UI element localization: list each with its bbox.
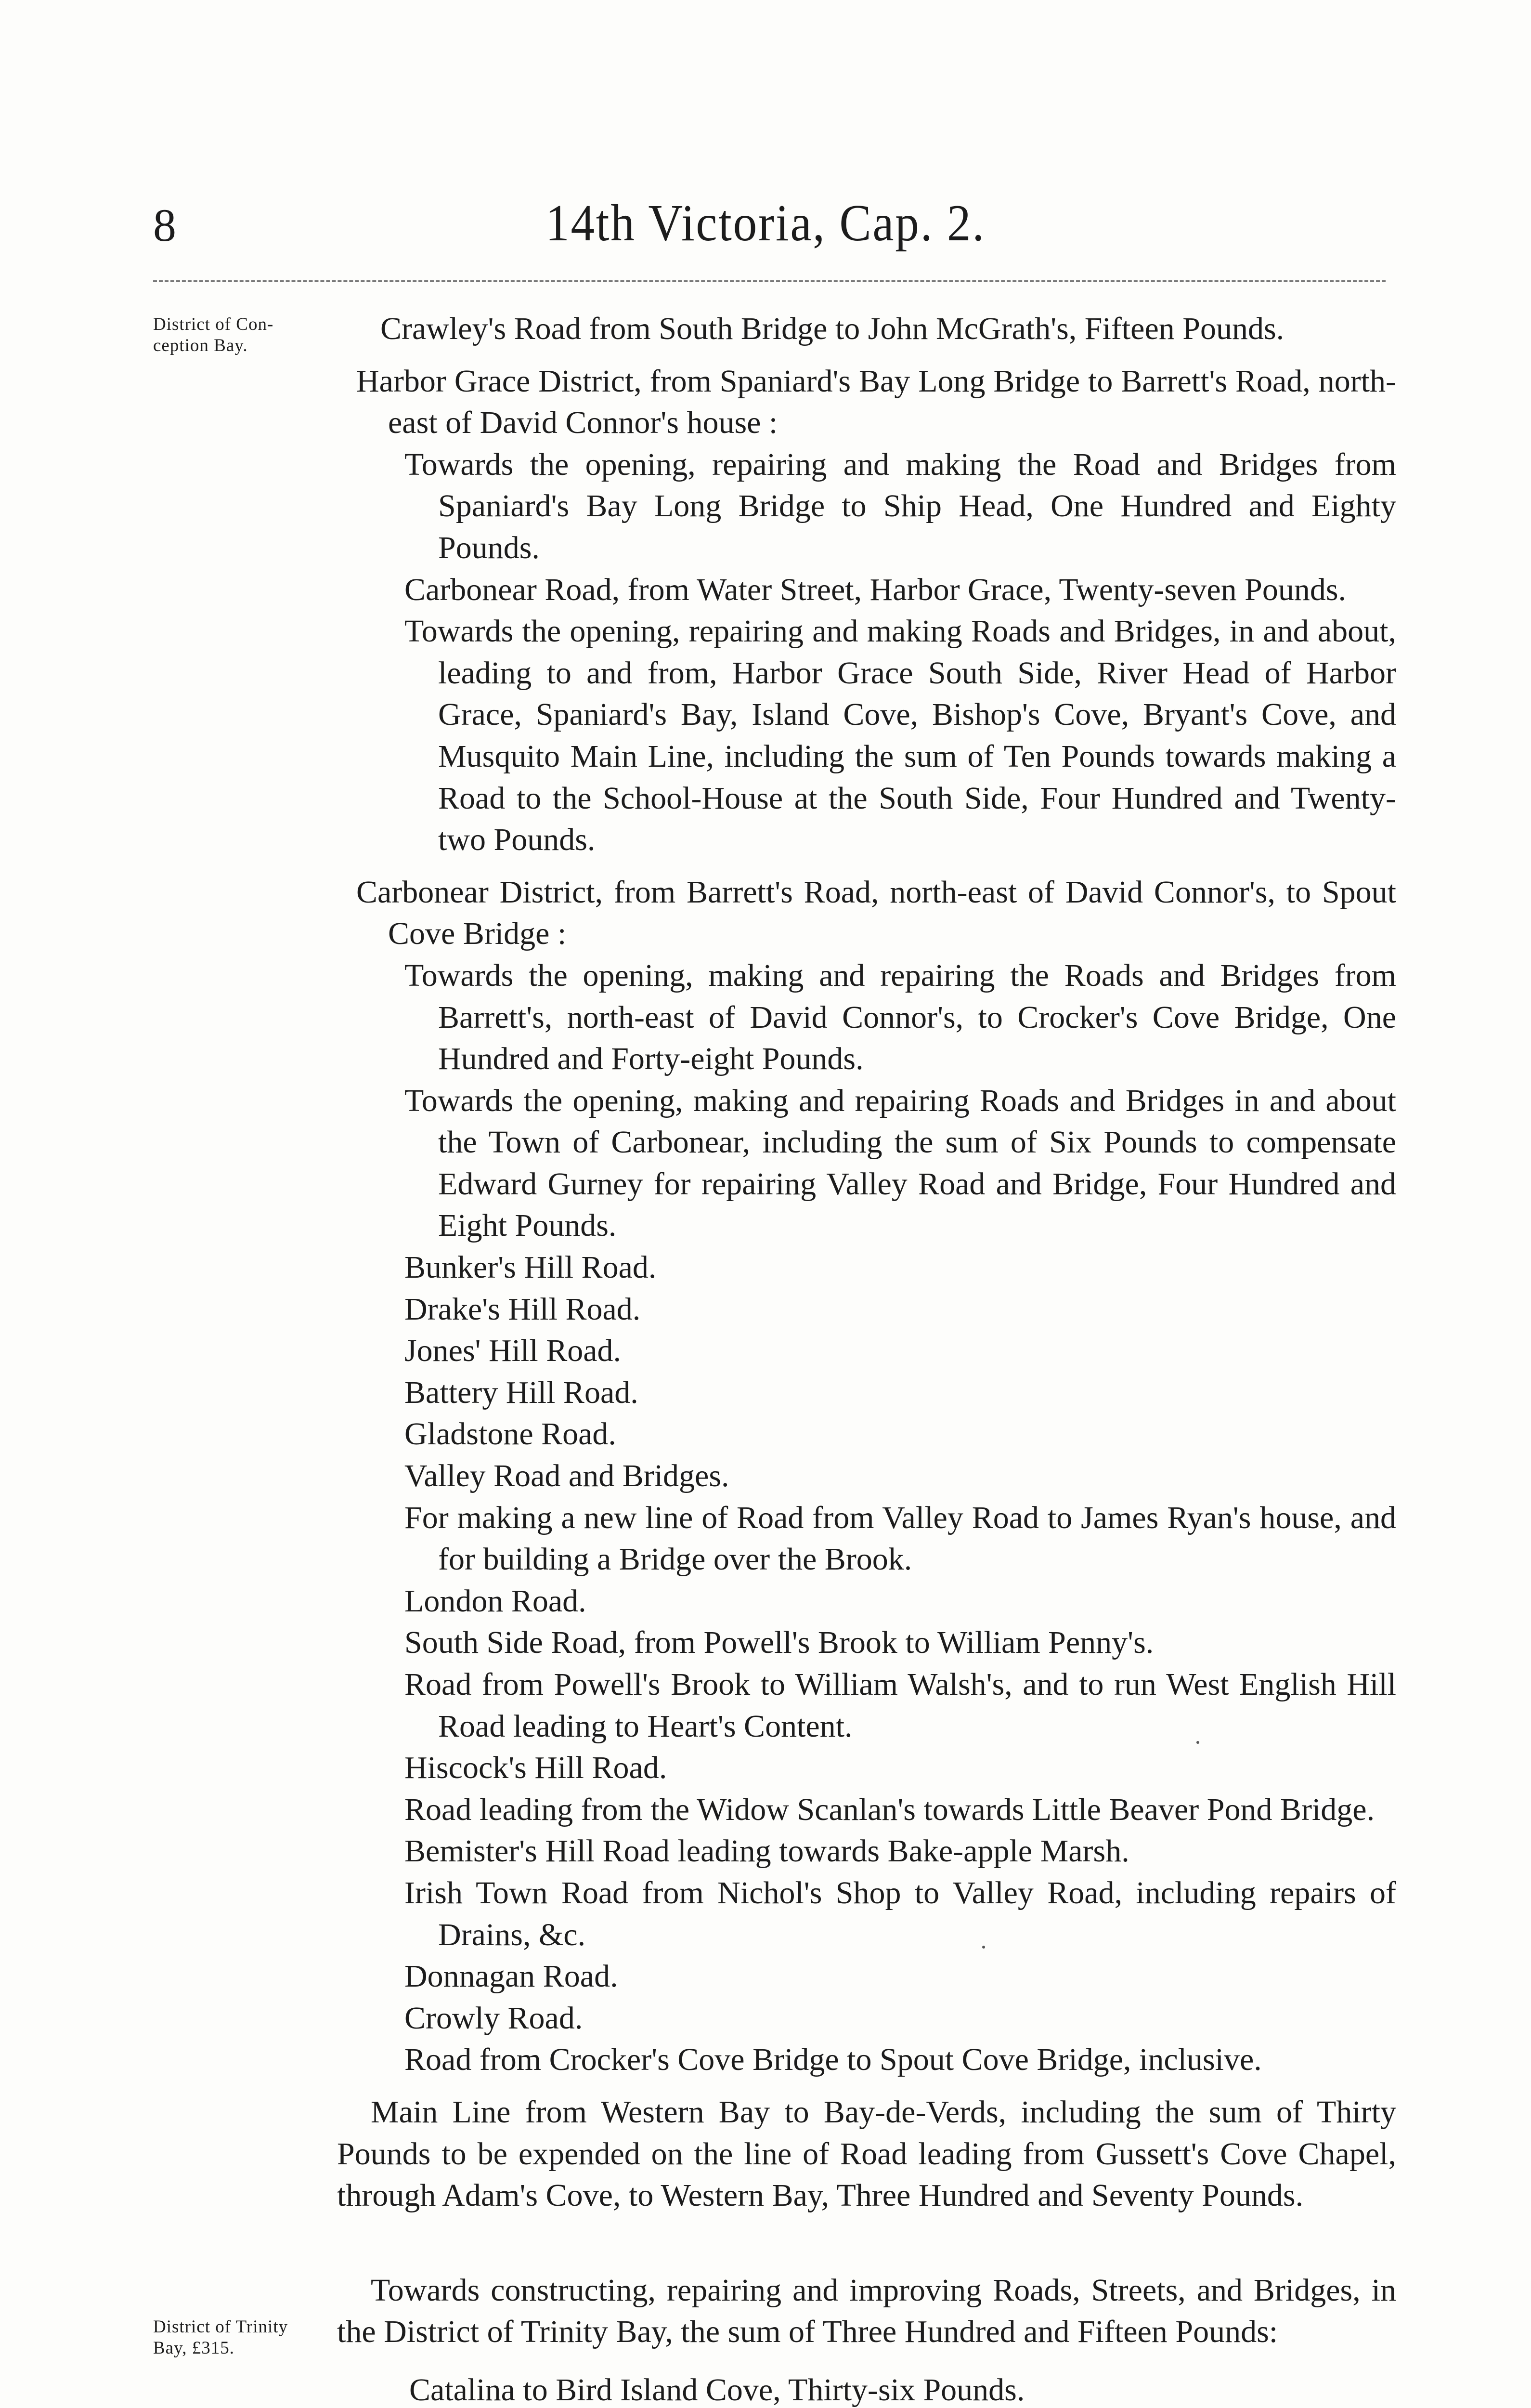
list-item: Road leading from the Widow Scanlan's towards Little Beaver Pond Bridge. xyxy=(404,1792,1375,1827)
margin-note-conception-bay: District of Con-ception Bay. xyxy=(153,314,274,355)
list-item: Valley Road and Bridges. xyxy=(404,1458,729,1494)
list-item: Battery Hill Road. xyxy=(404,1374,638,1410)
entry-carbonear-district: Carbonear District, from Barrett's Road, north-east of David Connor's, to Spout Cove Bridge : xyxy=(356,874,1396,952)
entry-main-line-western-bay: Main Line from Western Bay to Bay-de-Verds, including the sum of Thirty Pounds to be expended on the line of Road leading from Gussett's Cove Chapel, through Adam's Cove, to Western Bay, Three Hundred and Seventy Pounds. xyxy=(337,2094,1396,2213)
list-item: Bemister's Hill Road leading towards Bake-apple Marsh. xyxy=(404,1833,1129,1869)
header-rule xyxy=(153,280,1386,282)
page-number: 8 xyxy=(153,199,176,251)
entry-crawleys-road: Crawley's Road from South Bridge to John McGrath's, Fifteen Pounds. xyxy=(380,311,1284,346)
list-item: Drake's Hill Road. xyxy=(404,1291,641,1327)
running-head: 14th Victoria, Cap. 2. xyxy=(545,195,986,252)
list-item: Jones' Hill Road. xyxy=(404,1333,622,1369)
body-text xyxy=(337,308,1396,2408)
margin-note-trinity-bay: District of Trinity Bay, £315. xyxy=(153,2317,288,2358)
stray-mark xyxy=(982,1946,985,1949)
list-item: Donnagan Road. xyxy=(404,1959,618,1994)
entry-town-of-carbonear: Towards the opening, making and repairing Roads and Bridges in and about the Town of Carbonear, including the sum of Six Pounds to compensate Edward Gurney for repairing Valley Road and Bridge, Four Hundred and Eight Pounds. xyxy=(404,1083,1396,1243)
list-item: Hiscock's Hill Road. xyxy=(404,1750,667,1786)
list-item: South Side Road, from Powell's Brook to William Penny's. xyxy=(404,1625,1154,1661)
stray-mark xyxy=(1196,1741,1199,1744)
entry-harbor-grace-south-side: Towards the opening, repairing and making Roads and Bridges, in and about, leading to and from, Harbor Grace South Side, River Head of Harbor Grace, Spaniard's Bay, Island Cove, Bishop's Cove, Bryant's Cove, and Musquito Main Line, including the sum of Ten Pounds towards making a Road to the School-House at the South Side, Four Hundred and Twenty-two Pounds. xyxy=(404,614,1396,858)
entry-spaniards-bay-road: Towards the opening, repairing and making the Road and Bridges from Spaniard's Bay Long Bridge to Ship Head, One Hundred and Eighty Pounds. xyxy=(404,446,1396,565)
list-item: Gladstone Road. xyxy=(404,1416,616,1452)
list-item: Bunker's Hill Road. xyxy=(404,1250,657,1285)
entry-harbor-grace-district: Harbor Grace District, from Spaniard's Bay Long Bridge to Barrett's Road, north-east of David Connor's house : xyxy=(356,363,1396,441)
list-item: London Road. xyxy=(404,1583,586,1619)
entry-trinity-bay-district: Towards constructing, repairing and improving Roads, Streets, and Bridges, in the District of Trinity Bay, the sum of Three Hundred and Fifteen Pounds: xyxy=(337,2272,1396,2350)
list-item: Road from Crocker's Cove Bridge to Spout Cove Bridge, inclusive. xyxy=(404,2042,1262,2078)
entry-barretts-to-crockers-cove: Towards the opening, making and repairing the Roads and Bridges from Barrett's, north-east of David Connor's, to Crocker's Cove Bridge, One Hundred and Forty-eight Pounds. xyxy=(404,957,1396,1077)
list-item: For making a new line of Road from Valley Road to James Ryan's house, and for building a Bridge over the Brook. xyxy=(404,1500,1396,1577)
list-item: Crowly Road. xyxy=(404,2000,583,2036)
entry-carbonear-road: Carbonear Road, from Water Street, Harbor Grace, Twenty-seven Pounds. xyxy=(404,572,1347,607)
list-item: Irish Town Road from Nichol's Shop to Valley Road, including repairs of Drains, &c. xyxy=(404,1875,1396,1952)
list-item: Road from Powell's Brook to William Walsh's, and to run West English Hill Road leading to Heart's Content. xyxy=(404,1667,1396,1744)
list-item: Catalina to Bird Island Cove, Thirty-six Pounds. xyxy=(409,2372,1025,2408)
